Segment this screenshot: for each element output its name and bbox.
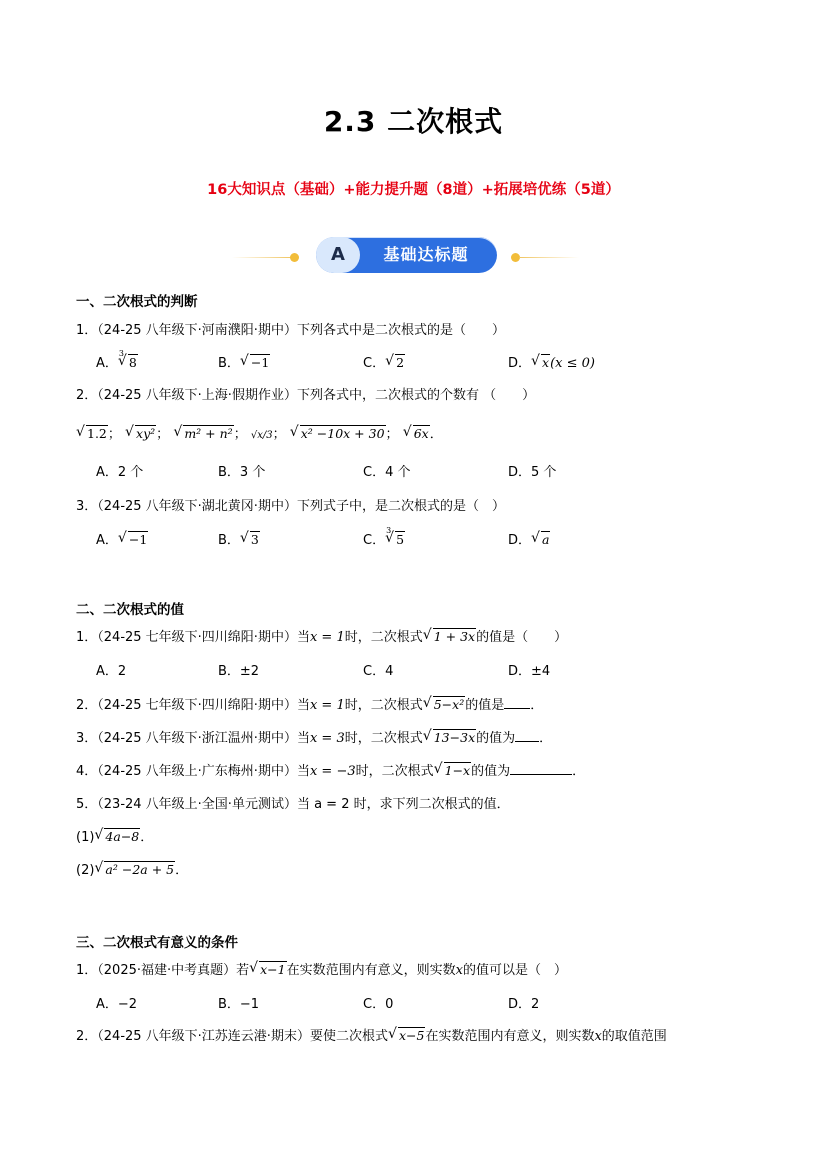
radical: √ 1.2 bbox=[77, 426, 108, 441]
option-a: A．√ −1 bbox=[96, 529, 148, 548]
radical: √ x² −10x + 30 bbox=[291, 426, 386, 441]
banner-line-right bbox=[519, 257, 579, 258]
radical: √ 3 8 bbox=[119, 355, 138, 370]
radical: √ a² −2a + 5 bbox=[95, 862, 175, 877]
banner-dot-left bbox=[290, 253, 299, 262]
radical: √ a bbox=[532, 532, 550, 547]
radical: √ −1 bbox=[241, 355, 270, 370]
option-a: A．2 个 bbox=[96, 465, 144, 480]
radical: √ 3 bbox=[241, 532, 260, 547]
option-d: D．√ a bbox=[508, 529, 550, 548]
radical: √ 6x bbox=[404, 426, 430, 441]
question-stem: 2．（24-25 八年级下·上海·假期作业）下列各式中，二次根式的个数有 （ ） bbox=[76, 388, 536, 403]
fraction: √x/3 bbox=[250, 430, 273, 441]
option-d: D．5 个 bbox=[508, 465, 557, 480]
answer-blank bbox=[504, 708, 530, 709]
radical: √ −1 bbox=[119, 532, 148, 547]
option-a: A． √ 3 8 bbox=[96, 352, 138, 371]
question-stem: 4．（24-25 八年级上·广东梅州·期中）当x = −3时，二次根式√ 1−x的值为 ． bbox=[76, 760, 585, 779]
radical: √ 4a−8 bbox=[95, 829, 140, 844]
option-d: D．±4 bbox=[508, 664, 551, 679]
option-b: B．±2 bbox=[218, 664, 260, 679]
option-b: B．√ 3 bbox=[218, 529, 260, 548]
option-a: A．−2 bbox=[96, 997, 138, 1012]
question-stem: 1．（24-25 七年级下·四川绵阳·期中）当x = 1时，二次根式√ 1 + 3x的值是（ ） bbox=[76, 626, 567, 645]
question-stem: 1．（24-25 八年级下·河南濮阳·期中）下列各式中是二次根式的是（ ） bbox=[76, 323, 505, 338]
option-c: C．4 个 bbox=[363, 465, 411, 480]
banner-line-left bbox=[232, 257, 292, 258]
option-c: C． √ 3 5 bbox=[363, 529, 405, 548]
option-c: C．4 bbox=[363, 664, 394, 679]
radical: √ xy² bbox=[126, 426, 156, 441]
page-subtitle: 16大知识点（基础）+能力提升题（8道）+拓展培优练（5道） bbox=[207, 182, 620, 198]
radical: √ x bbox=[532, 355, 550, 370]
radical: √ 1 + 3x bbox=[424, 629, 476, 644]
page-title: 2.3 二次根式 bbox=[323, 105, 504, 138]
radical: √ x−1 bbox=[250, 962, 286, 977]
radical: √ 3 5 bbox=[386, 532, 405, 547]
question-stem: 3．（24-25 八年级下·湖北黄冈·期中）下列式子中，是二次根式的是（ ） bbox=[76, 499, 505, 514]
banner-label: 基础达标题 bbox=[383, 245, 469, 264]
option-b: B．3 个 bbox=[218, 465, 266, 480]
sub-question: (2)√ a² −2a + 5． bbox=[76, 859, 188, 878]
question-stem: 3．（24-25 八年级下·浙江温州·期中）当x = 3时，二次根式√ 13−3x的值为 ． bbox=[76, 727, 552, 746]
section-heading: 三、二次根式有意义的条件 bbox=[76, 935, 238, 951]
section-heading: 二、二次根式的值 bbox=[76, 602, 184, 618]
question-stem: 1．（2025·福建·中考真题）若√ x−1在实数范围内有意义，则实数x的值可以是（ ） bbox=[76, 959, 567, 978]
option-b: B．√ −1 bbox=[218, 352, 270, 371]
option-c: C．0 bbox=[363, 997, 394, 1012]
option-d: D．2 bbox=[508, 997, 540, 1012]
radical: √ 13−3x bbox=[424, 730, 476, 745]
radical: √ 5−x² bbox=[424, 697, 466, 712]
question-stem: 2．（24-25 七年级下·四川绵阳·期中）当x = 1时，二次根式√ 5−x²的值是 ． bbox=[76, 694, 543, 713]
option-d: D．√ x(x ≤ 0) bbox=[508, 352, 595, 371]
option-b: B．−1 bbox=[218, 997, 260, 1012]
radical: √ 1−x bbox=[435, 763, 471, 778]
question-stem: 5．（23-24 八年级上·全国·单元测试）当 a = 2 时，求下列二次根式的值． bbox=[76, 797, 510, 812]
banner-letter: A bbox=[316, 237, 360, 273]
radical-list: √ 1.2； √ xy²； √ m² + n²； √x/3； √ x² −10x + 30； √ 6x． bbox=[76, 423, 443, 442]
section-heading: 一、二次根式的判断 bbox=[76, 294, 198, 310]
question-stem: 2．（24-25 八年级下·江苏连云港·期末）要使二次根式√ x−5在实数范围内有意义，则实数x的取值范围 bbox=[76, 1025, 667, 1044]
answer-blank bbox=[510, 774, 572, 775]
option-a: A．2 bbox=[96, 664, 127, 679]
radical: √ m² + n² bbox=[174, 426, 233, 441]
radical: √ 2 bbox=[386, 355, 405, 370]
sub-question: (1)√ 4a−8． bbox=[76, 826, 153, 845]
option-c: C．√ 2 bbox=[363, 352, 405, 371]
answer-blank bbox=[515, 741, 539, 742]
radical: √ x−5 bbox=[389, 1028, 425, 1043]
